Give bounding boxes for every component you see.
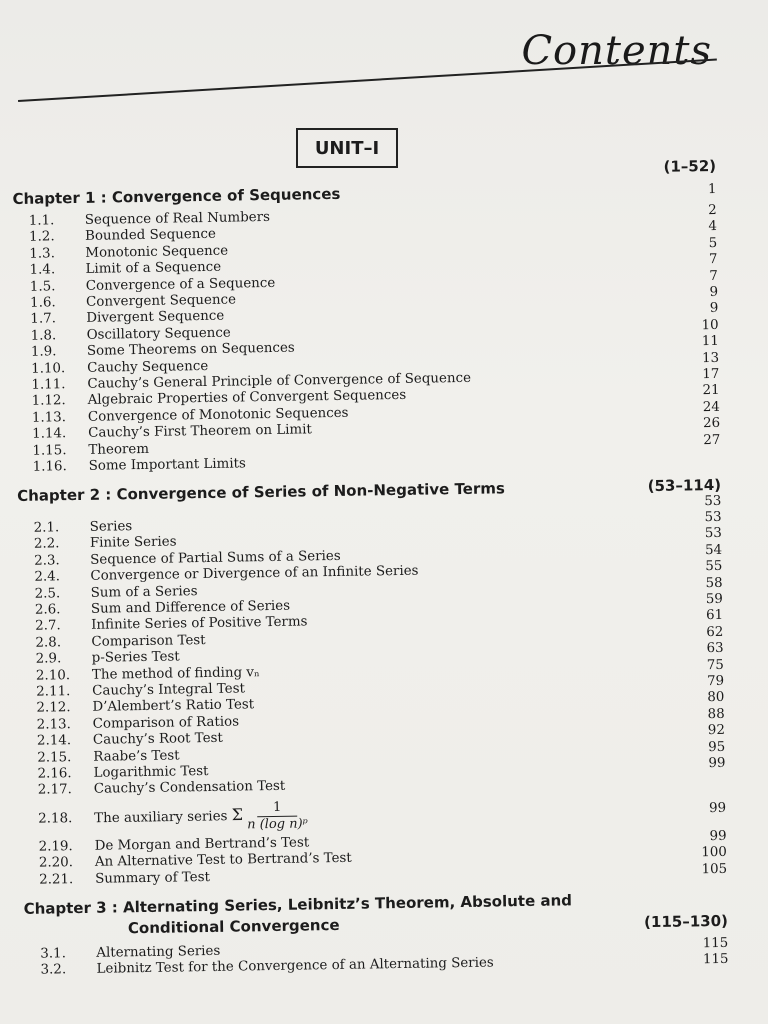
- entry-page: 53: [704, 526, 722, 542]
- entry-page: 92: [707, 723, 726, 739]
- toc-entry: [22, 793, 726, 836]
- entry-page: 53: [704, 509, 722, 526]
- entry-title: Cauchy’s First Theorem on Limit: [88, 422, 312, 442]
- fraction: [247, 799, 308, 832]
- chapter-title: Chapter 2 : Convergence of Series of Non-Negative Terms: [17, 478, 505, 505]
- entry-page: 17: [702, 366, 720, 383]
- entry-page: 99: [708, 801, 727, 817]
- entry-title: Some Theorems on Sequences: [86, 340, 295, 360]
- entry-number: 2.10.: [35, 667, 71, 684]
- chapter-start-page: 53: [704, 493, 722, 509]
- entry-number: 1.6.: [30, 295, 56, 311]
- entry-title: Sum of a Series: [90, 583, 198, 601]
- entry-number: 1.15.: [32, 442, 67, 459]
- title-rule: [18, 58, 717, 102]
- chapter-2-entries: [18, 510, 726, 800]
- page-title: Contents: [521, 28, 712, 74]
- entry-page: 75: [706, 657, 725, 673]
- entry-title: Divergent Sequence: [86, 309, 225, 327]
- entry-number: 3.2.: [40, 962, 67, 979]
- entry-number: 1.7.: [30, 311, 57, 328]
- entry-page: 26: [702, 416, 721, 432]
- entry-title: Cauchy’s Condensation Test: [93, 779, 286, 798]
- entry-number: 2.18.: [38, 811, 73, 827]
- chapter-start-page: 1: [707, 181, 717, 198]
- entry-number: 2.5.: [34, 585, 61, 602]
- entry-page: 11: [701, 334, 719, 350]
- table-of-contents: [12, 157, 729, 980]
- entry-page: 105: [701, 861, 728, 877]
- entry-title: Summary of Test: [95, 869, 211, 887]
- entry-number: 2.15.: [37, 749, 72, 766]
- entry-number: 1.9.: [30, 344, 57, 360]
- entry-number: 2.20.: [38, 855, 74, 871]
- entry-title: The auxiliary series: [94, 809, 228, 827]
- entry-number: 1.16.: [32, 459, 67, 475]
- entry-page: 80: [707, 690, 725, 706]
- entry-page: 115: [702, 935, 729, 952]
- entry-page: 2: [708, 202, 717, 219]
- entry-page: 10: [701, 317, 719, 334]
- entry-number: 2.2.: [33, 536, 60, 553]
- entry-page: 58: [705, 575, 723, 591]
- entry-number: 2.19.: [38, 838, 73, 855]
- entry-number: 1.5.: [29, 278, 56, 295]
- entry-title: The method of finding vₙ: [91, 664, 260, 683]
- entry-number: 1.4.: [29, 262, 56, 278]
- entry-title: D’Alembert’s Ratio Test: [92, 697, 255, 716]
- entry-title: De Morgan and Bertrand’s Test: [94, 835, 310, 854]
- entry-title: Convergence of Monotonic Sequences: [87, 405, 349, 425]
- entry-number: 2.9.: [35, 651, 62, 667]
- entry-title: Raabe’s Test: [93, 748, 180, 765]
- entry-number: 1.13.: [31, 410, 67, 426]
- fraction-denominator: n (log n)ᵖ: [247, 816, 308, 833]
- entry-number: 1.11.: [31, 377, 66, 393]
- entry-title: Monotonic Sequence: [85, 243, 229, 261]
- entry-title: Alternating Series: [96, 943, 221, 961]
- entry-number: 2.11.: [36, 684, 71, 700]
- entry-number: 3.1.: [40, 946, 67, 962]
- entry-number: 1.14.: [32, 426, 67, 442]
- entry-page: 79: [706, 673, 725, 690]
- entry-number: 1.3.: [29, 246, 56, 262]
- entry-number: 2.14.: [36, 733, 72, 749]
- entry-title: Infinite Series of Positive Terms: [91, 614, 308, 634]
- entry-number: 2.3.: [34, 553, 60, 569]
- entry-page: 115: [702, 952, 729, 968]
- entry-page: 7: [708, 252, 718, 268]
- entry-page: [661, 460, 721, 461]
- entry-page: [666, 783, 726, 784]
- chapter-title-line-2: Conditional Convergence: [127, 915, 340, 938]
- entry-page: 7: [709, 268, 718, 284]
- entry-title: Sum and Difference of Series: [90, 598, 291, 617]
- sigma-symbol: Σ: [231, 804, 244, 824]
- entry-page: 24: [702, 399, 720, 416]
- entry-title: Sequence of Partial Sums of a Series: [90, 548, 341, 568]
- unit-label: UNIT–I: [296, 128, 398, 168]
- entry-page: 59: [705, 591, 723, 608]
- entry-page: 54: [704, 542, 723, 558]
- entry-number: 1.12.: [31, 393, 66, 410]
- entry-page: 13: [701, 350, 720, 366]
- entry-title: Theorem: [88, 441, 150, 458]
- entry-number: 2.7.: [35, 618, 61, 635]
- entry-title: Cauchy’s Integral Test: [92, 681, 246, 699]
- entry-title: Some Important Limits: [88, 456, 246, 474]
- entry-number: 1.10.: [31, 360, 66, 377]
- entry-page: 27: [703, 432, 721, 448]
- entry-title: Limit of a Sequence: [85, 259, 222, 278]
- entry-title: Cauchy Sequence: [87, 358, 209, 376]
- chapter-1-entries: [13, 203, 721, 477]
- entry-title: Leibnitz Test for the Convergence of an Alternating Series: [96, 955, 494, 978]
- chapter-title-line-1: Chapter 3 : Alternating Series, Leibnitz’s Theorem, Absolute and: [23, 891, 573, 918]
- entry-title: Convergent Sequence: [86, 292, 237, 310]
- entry-page: 9: [709, 301, 719, 317]
- entry-page: 5: [708, 235, 718, 251]
- entry-title: Convergence of a Sequence: [85, 275, 276, 294]
- entry-number: 1.8.: [30, 328, 57, 344]
- entry-title: Series: [89, 519, 133, 535]
- fraction-numerator: 1: [257, 799, 298, 817]
- entry-title: Algebraic Properties of Convergent Sequences: [87, 388, 407, 409]
- entry-number: 2.6.: [34, 602, 61, 618]
- entry-number: 2.1.: [33, 520, 60, 536]
- entry-title: Logarithmic Test: [93, 763, 209, 781]
- entry-number: 1.2.: [28, 229, 55, 246]
- entry-number: 2.21.: [39, 871, 74, 888]
- entry-page: 95: [708, 739, 726, 755]
- entry-number: 2.8.: [35, 635, 62, 651]
- entry-title: Cauchy’s General Principle of Convergence of Sequence: [87, 370, 472, 392]
- chapter-range: (115–130): [643, 911, 729, 932]
- entry-title: p-Series Test: [91, 649, 180, 666]
- unit-range: (1–52): [663, 156, 717, 176]
- entry-number: 2.16.: [37, 766, 72, 782]
- entry-number: 2.12.: [36, 700, 71, 717]
- entry-title: Bounded Sequence: [84, 227, 216, 245]
- entry-page: 99: [709, 828, 727, 844]
- entry-page: 99: [708, 755, 726, 772]
- entry-number: 2.4.: [34, 569, 61, 585]
- entry-page: 4: [708, 219, 718, 235]
- entry-page: 21: [702, 383, 720, 399]
- chapter-range: (53–114): [647, 475, 722, 495]
- entry-number: 1.1.: [28, 213, 55, 229]
- entry-page: 61: [705, 608, 724, 624]
- entry-title: Oscillatory Sequence: [86, 325, 231, 343]
- entry-number: 2.17.: [37, 782, 72, 799]
- entry-page: 55: [705, 559, 723, 575]
- entry-page: 63: [706, 641, 724, 657]
- entry-title: Sequence of Real Numbers: [84, 209, 271, 228]
- entry-title: Finite Series: [89, 534, 177, 552]
- entry-number: 2.13.: [36, 716, 71, 733]
- entry-title: Cauchy’s Root Test: [92, 730, 223, 748]
- entry-title: An Alternative Test to Bertrand’s Test: [94, 850, 352, 871]
- entry-title: Comparison Test: [91, 632, 206, 650]
- entry-page: 62: [706, 624, 724, 640]
- chapter-title: Chapter 1 : Convergence of Sequences: [12, 184, 341, 208]
- entry-title: Comparison of Ratios: [92, 714, 240, 732]
- entry-page: 9: [709, 284, 719, 301]
- entry-page: 88: [707, 706, 725, 722]
- entry-page: 100: [701, 845, 727, 861]
- entry-title: Convergence or Divergence of an Infinite Series: [90, 563, 419, 584]
